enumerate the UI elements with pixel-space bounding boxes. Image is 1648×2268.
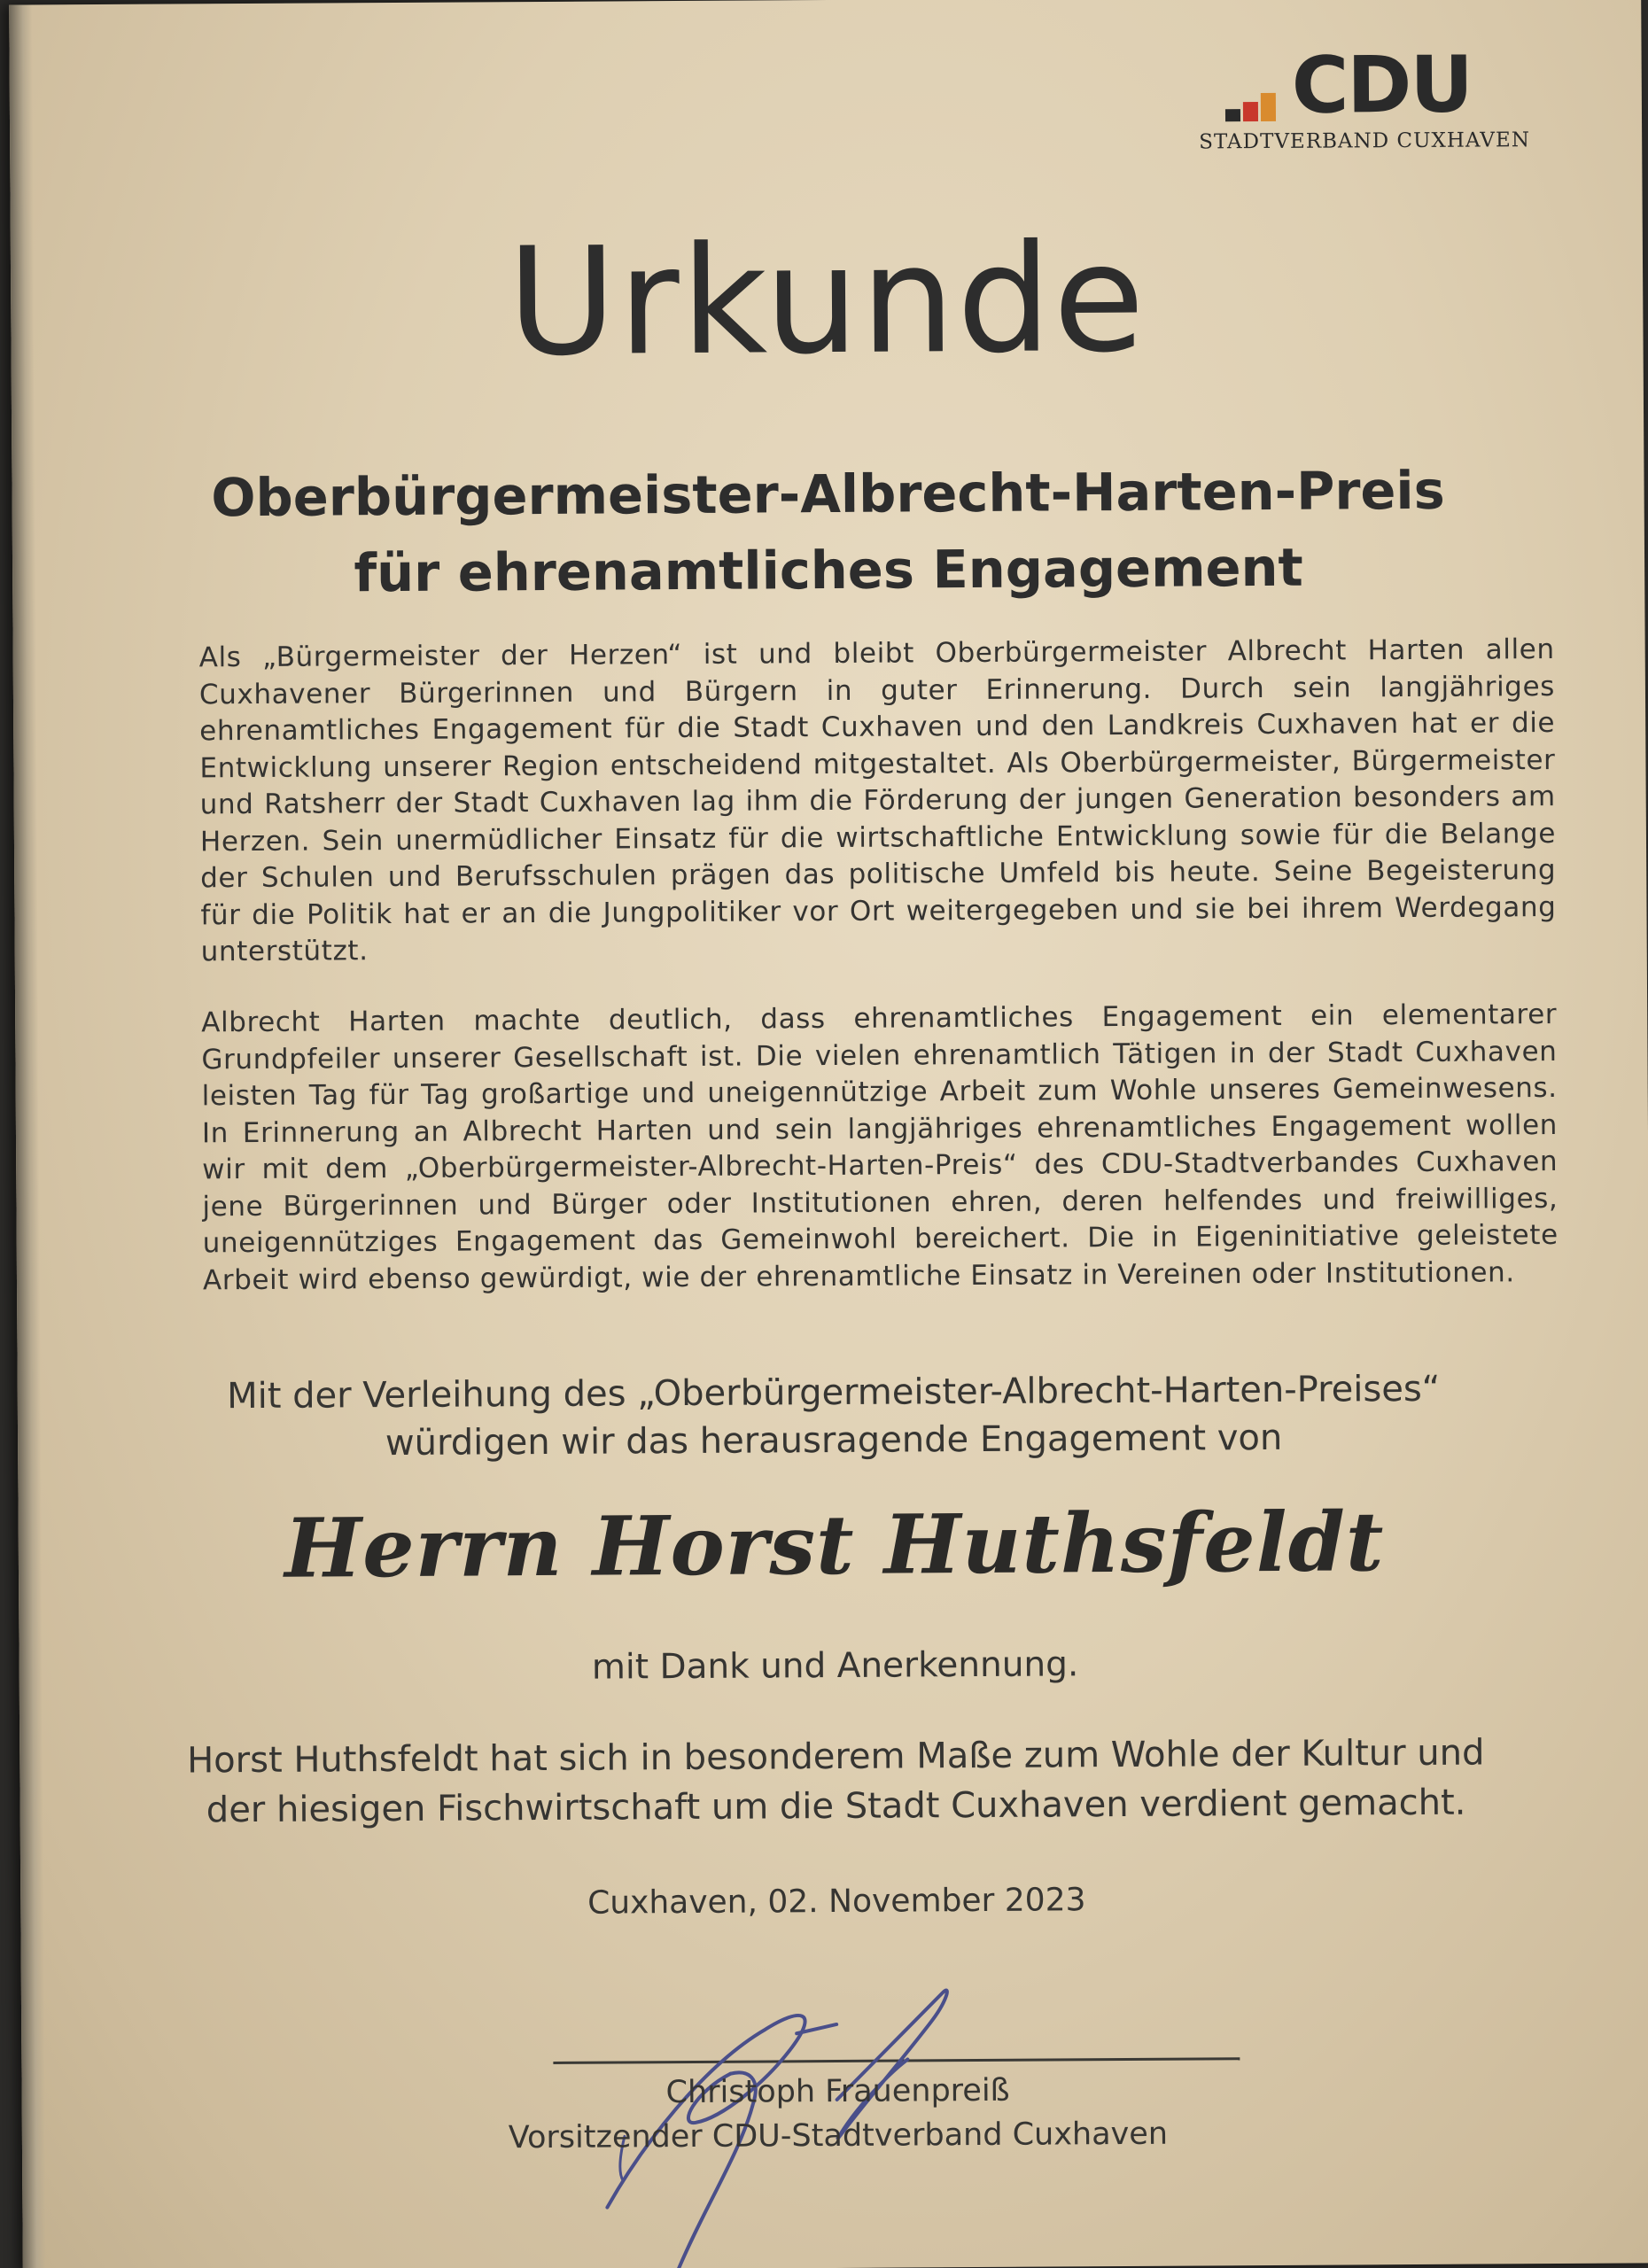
logo-bar-orange (1261, 93, 1276, 121)
award-statement (18, 1363, 1648, 1469)
signer-block (21, 2064, 1648, 2163)
issue-date: Cuxhaven, 02. November 2023 (587, 1882, 1086, 1922)
signer-name: Christoph Frauenpreiß (665, 2072, 1010, 2111)
cdu-logo (1199, 38, 1530, 159)
purpose-paragraph: Albrecht Harten machte deutlich, dass ehrenamtliches Engagement ein elementarer Grundpfeiler unserer Gesellschaft ist. Die vielen ehrenamtlich Tätigen in der Stadt Cuxhaven leisten Tag für Tag großartige und uneigennützige Arbeit zum Wohle unseres Gemeinwesens. In Erinnerung an Albrecht Harten und sein langjähriges ehrenamtliches Engagement wollen wir mit dem „Oberbürgermeister-Albrecht-Harten-Preis“ des CDU-Stadtverbandes Cuxhaven jene Bürgerinnen und Bürger oder Institutionen ehren, deren helfendes und freiwilliges, uneigennütziges Engagement das Gemeinwohl bereichert. Die in Eigeninitiative geleistete Arbeit wird ebenso gewürdigt, wie der ehrenamtliche Einsatz in Vereinen oder Institutionen. (201, 998, 1559, 1296)
intro-paragraph: Als „Bürgermeister der Herzen“ ist und bleibt Oberbürgermeister Albrecht Harten allen Cuxhavener Bürgerinnen und Bürgern in guter Erinnerung. Durch sein langjähriges ehrenamtliches Engagement für die Stadt Cuxhaven und den Landkreis Cuxhaven hat er die Entwicklung unserer Region entscheidend mitgestaltet. Als Oberbürgermeister, Bürgermeister und Ratsherr der Stadt Cuxhaven lag ihm die Förderung der jungen Generation besonders am Herzen. Sein unermüdlicher Einsatz für die wirtschaftliche Entwicklung sowie für die Belange der Schulen und Berufsschulen prägen das politische Umfeld bis heute. Seine Begeisterung für die Politik hat er an die Jungpolitiker vor Ort weitergegeben und sie bei ihrem Werdegang unterstützt. (198, 633, 1557, 968)
logo-bars-icon (1225, 82, 1289, 121)
award-statement-line2: würdigen wir das herausragende Engagement von (385, 1417, 1283, 1464)
logo-subtitle: STADTVERBAND CUXHAVEN (1199, 128, 1530, 154)
reason-statement (19, 1727, 1648, 1836)
recipient-name: Herrn Horst Huthsfeldt (284, 1494, 1385, 1596)
logo-wordmark: CDU (1291, 38, 1473, 131)
signer-role: Vorsitzender CDU-Stadtverband Cuxhaven (508, 2116, 1169, 2156)
award-name (12, 451, 1644, 613)
certificate-title: Urkunde (507, 211, 1147, 390)
logo-bar-red (1243, 102, 1258, 121)
award-statement-line1: Mit der Verleihung des „Oberbürgermeister-Albrecht-Harten-Preises“ (226, 1368, 1441, 1418)
certificate-paper (9, 0, 1648, 2268)
logo-bar-dark (1225, 109, 1240, 121)
reason-line1: Horst Huthsfeldt hat sich in besonderem Maße zum Wohle der Kultur und (187, 1732, 1485, 1782)
award-name-line1: Oberbürgermeister-Albrecht-Harten-Preis (211, 459, 1445, 529)
thanks-line: mit Dank und Anerkennung. (591, 1644, 1079, 1688)
reason-line2: der hiesigen Fischwirtschaft um die Stadt Cuxhaven verdient gemacht. (206, 1782, 1466, 1831)
award-name-line2: für ehrenamtliches Engagement (354, 536, 1303, 604)
